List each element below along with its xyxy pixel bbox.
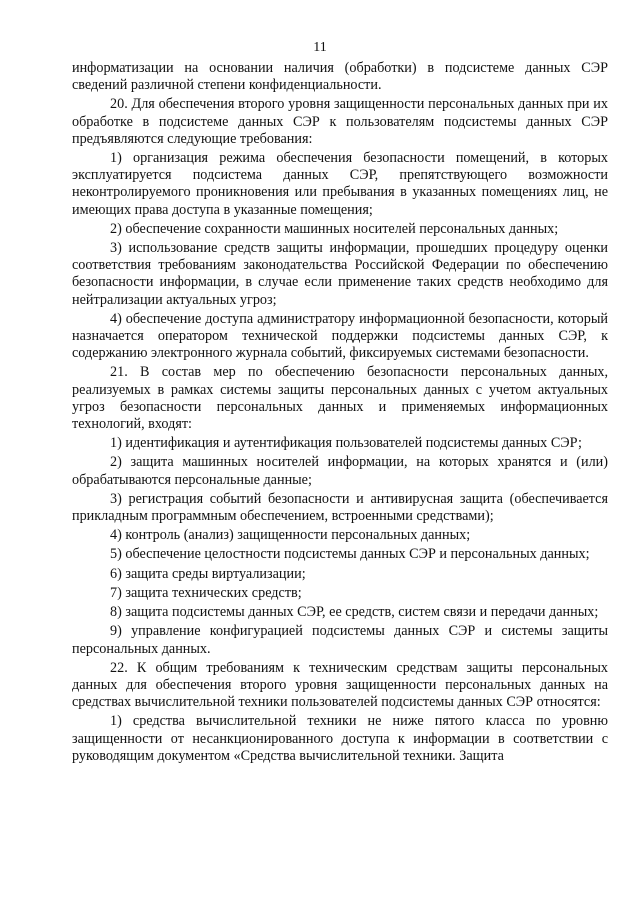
list-item-20-3: 3) использование средств защиты информации, прошедших процедуру оценки соответствия требованиям законодательства Российской Федерации по обеспечению безопасности информации, в случае если применение таких средств необходимо для нейтрализации актуальных угроз; [72,240,608,308]
paragraph-22: 22. К общим требованиям к техническим средствам защиты персональных данных для обеспечения второго уровня защищенности персональных данных на средствах вычислительной техники пользователей подсистемы данных СЭР относятся: [72,659,608,711]
list-item-20-4: 4) обеспечение доступа администратору информационной безопасности, который назначается оператором технической поддержки подсистемы данных СЭР, к содержанию электронного журнала событий, фиксируемых системами безопасности. [72,310,608,362]
list-item-20-2: 2) обеспечение сохранности машинных носителей персональных данных; [110,220,559,237]
list-item-21-5: 5) обеспечение целостности подсистемы данных СЭР и персональных данных; [110,546,590,563]
list-item-21-6: 6) защита среды виртуализации; [110,565,306,582]
list-item-21-1: 1) идентификация и аутентификация пользователей подсистемы данных СЭР; [110,435,583,452]
list-item-21-4: 4) контроль (анализ) защищенности персональных данных; [110,527,471,544]
list-item-20-1: 1) организация режима обеспечения безопасности помещений, в которых эксплуатируется подсистема данных СЭР, препятствующего возможности неконтролируемого проникновения или пребывания в указанных помещениях лиц, не имеющих права доступа в указанные помещения; [72,150,608,218]
paragraph-continuation: информатизации на основании наличия (обработки) в подсистеме данных СЭР сведений различной степени конфиденциальности. [72,60,608,94]
list-item-21-8: 8) защита подсистемы данных СЭР, ее средств, систем связи и передачи данных; [110,604,599,621]
list-item-21-9: 9) управление конфигурацией подсистемы данных СЭР и системы защиты персональных данных. [72,623,608,657]
paragraph-20: 20. Для обеспечения второго уровня защищенности персональных данных при их обработке в подсистеме данных СЭР к пользователям подсистемы данных СЭР предъявляются следующие требования: [72,96,608,147]
list-item-21-2: 2) защита машинных носителей информации, на которых хранятся и (или) обрабатываются персональные данные; [72,454,608,488]
list-item-21-7: 7) защита технических средств; [110,584,302,601]
page-number: 11 [313,40,327,55]
list-item-22-1: 1) средства вычислительной техники не ниже пятого класса по уровню защищенности от несанкционированного доступа к информации в соответствии с руководящим документом «Средства вычислительной техники. Защита [72,713,608,764]
paragraph-21: 21. В состав мер по обеспечению безопасности персональных данных, реализуемых в рамках системы защиты персональных данных с учетом актуальных угроз безопасности персональных данных и применяемых информационных технологий, входят: [72,364,608,433]
list-item-21-3: 3) регистрация событий безопасности и антивирусная защита (обеспечивается прикладным программным обеспечением, встроенными средствами); [72,490,608,525]
document-body [72,60,608,767]
